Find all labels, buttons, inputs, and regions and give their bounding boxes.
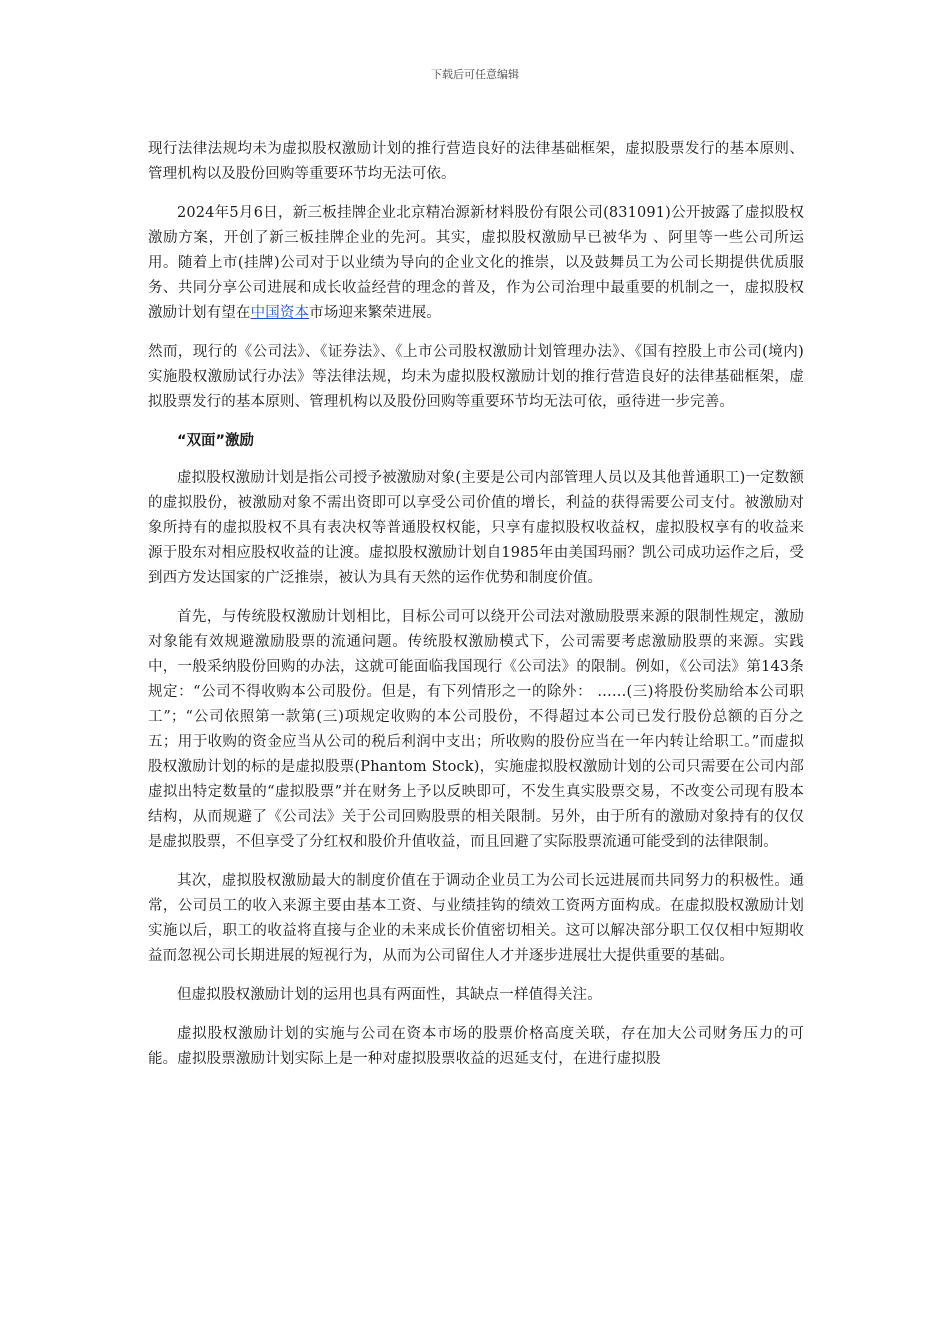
paragraph-3: 然而，现行的《公司法》、《证券法》、《上市公司股权激励计划管理办法》、《国有控股上市公司(境内)实施股权激励试行办法》等法律法规，均未为虚拟股权激励计划的推行营造良好的法律基础框架，虚拟股票发行的基本原则、管理机构以及股份回购等重要环节均无法可依，亟待进一步完善。 [148, 344, 804, 410]
paragraph-2 [148, 201, 804, 326]
page-header: 下载后可任意编辑 [431, 68, 519, 81]
paragraph-2-text: 2024年5月6日，新三板挂牌企业北京精冶源新材料股份有限公司(831091)公开披露了虚拟股权激励方案，开创了新三板挂牌企业的先河。其实，虚拟股权激励早已被华为 、阿里等一些公司所运用。随着上市(挂牌)公司对于以业绩为导向的企业文化的推崇，以及鼓舞员工为公司长期提供优质服务、共同分享公司进展和成长收益经营的理念的普及，作为公司治理中最重要的机制之一，虚拟股权激励计划有望在 [148, 205, 804, 321]
section-heading: “双面”激励 [177, 433, 255, 449]
paragraph-6: 其次，虚拟股权激励最大的制度价值在于调动企业员工为公司长远进展而共同努力的积极性。通常，公司员工的收入来源主要由基本工资、与业绩挂钩的绩效工资两方面构成。在虚拟股权激励计划实施以后，职工的收益将直接与企业的未来成长价值密切相关。这可以解决部分职工仅仅相中短期收益而忽视公司长期进展的短视行为，从而为公司留住人才并逐步进展壮大提供重要的基础。 [148, 873, 804, 964]
china-capital-link[interactable]: 中国资本 [250, 305, 310, 321]
paragraph-2-tail: 市场迎来繁荣进展。 [309, 305, 442, 321]
document-body [148, 137, 804, 1086]
paragraph-1: 现行法律法规均未为虚拟股权激励计划的推行营造良好的法律基础框架，虚拟股票发行的基本原则、管理机构以及股份回购等重要环节均无法可依。 [148, 141, 804, 182]
paragraph-7: 但虚拟股权激励计划的运用也具有两面性，其缺点一样值得关注。 [177, 987, 602, 1003]
paragraph-8: 虚拟股权激励计划的实施与公司在资本市场的股票价格高度关联，存在加大公司财务压力的可能。虚拟股票激励计划实际上是一种对虚拟股票收益的迟延支付，在进行虚拟股 [148, 1026, 804, 1067]
paragraph-4: 虚拟股权激励计划是指公司授予被激励对象(主要是公司内部管理人员以及其他普通职工)一定数额的虚拟股份，被激励对象不需出资即可以享受公司价值的增长，利益的获得需要公司支付。被激励对象所持有的虚拟股权不具有表决权等普通股权权能，只享有虚拟股权收益权，虚拟股权享有的收益来源于股东对相应股权收益的让渡。虚拟股权激励计划自1985年由美国玛丽？凯公司成功运作之后，受到西方发达国家的广泛推崇，被认为具有天然的运作优势和制度价值。 [148, 470, 804, 586]
paragraph-5: 首先，与传统股权激励计划相比，目标公司可以绕开公司法对激励股票来源的限制性规定，激励对象能有效规避激励股票的流通问题。传统股权激励模式下，公司需要考虑激励股票的来源。实践中，一般采纳股份回购的办法，这就可能面临我国现行《公司法》的限制。例如，《公司法》第143条规定：“公司不得收购本公司股份。但是，有下列情形之一的除外： ……(三)将股份奖励给本公司职工”；“公司依照第一款第(三)项规定收购的本公司股份，不得超过本公司已发行股份总额的百分之五；用于收购的资金应当从公司的税后利润中支出；所收购的股份应当在一年内转让给职工。”而虚拟股权激励计划的标的是虚拟股票(Phantom Stock)，实施虚拟股权激励计划的公司只需要在公司内部虚拟出特定数量的“虚拟股票”并在财务上予以反映即可，不发生真实股票交易，不改变公司现有股本结构，从而规避了《公司法》关于公司回购股票的相关限制。另外，由于所有的激励对象持有的仅仅是虚拟股票，不但享受了分红权和股价升值收益，而且回避了实际股票流通可能受到的法律限制。 [148, 609, 804, 850]
